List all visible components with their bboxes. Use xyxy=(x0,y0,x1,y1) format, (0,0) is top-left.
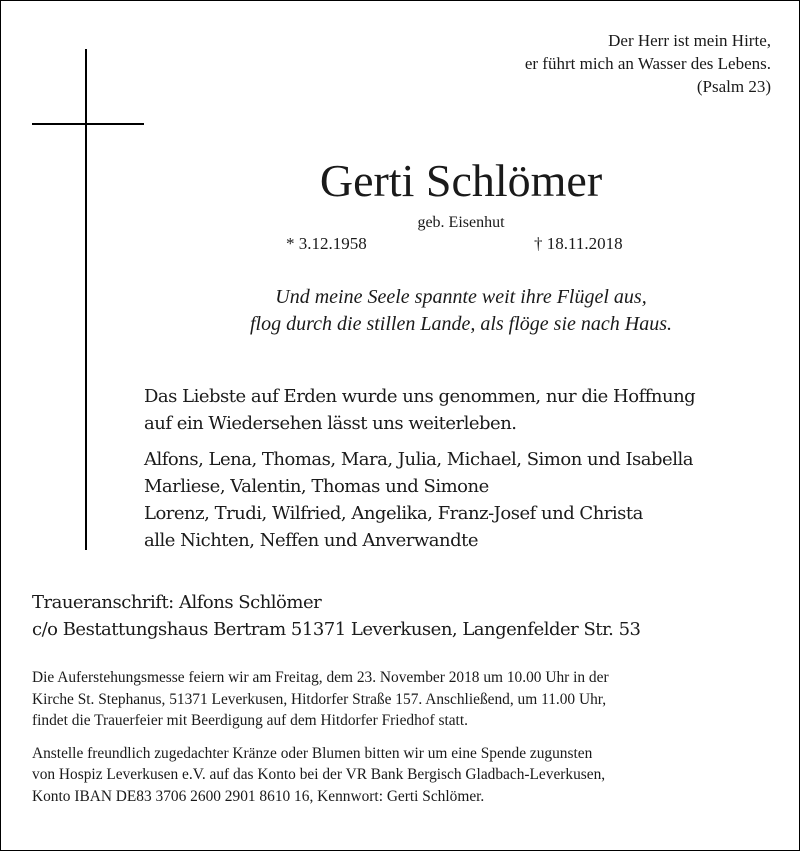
message-line: auf ein Wiedersehen lässt uns weiterleben. xyxy=(144,413,517,434)
donation-line: von Hospiz Leverkusen e.V. auf das Konto bei der VR Bank Bergisch Gladbach-Leverkusen, xyxy=(32,766,606,783)
message-line: Das Liebste auf Erden wurde uns genommen, nur die Hoffnung xyxy=(144,386,696,407)
donation-line: Anstelle freundlich zugedachter Kränze oder Blumen bitten wir um eine Spende zugunsten xyxy=(32,744,593,762)
address-line: c/o Bestattungshaus Bertram 51371 Leverkusen, Langenfelder Str. 53 xyxy=(32,619,641,640)
mourner-line: Alfons, Lena, Thomas, Mara, Julia, Michael, Simon und Isabella xyxy=(144,449,693,470)
deceased-name: Gerti Schlömer xyxy=(319,155,603,206)
service-line: findet die Trauerfeier mit Beerdigung auf dem Hitdorfer Friedhof statt. xyxy=(32,712,468,729)
psalm-line: er führt mich an Wasser des Lebens. xyxy=(524,54,771,73)
psalm-quote xyxy=(525,29,771,98)
psalm-line: Der Herr ist mein Hirte, xyxy=(608,31,771,50)
service-line: Kirche St. Stephanus, 51371 Leverkusen, Hitdorfer Straße 157. Anschließend, um 11.00 Uhr, xyxy=(32,690,607,708)
birth-date: * 3.12.1958 xyxy=(286,234,367,253)
poem-line: flog durch die stillen Lande, als flöge sie nach Haus. xyxy=(249,313,672,335)
family-message xyxy=(144,383,695,554)
donation-paragraph xyxy=(32,743,609,808)
mourner-line: Lorenz, Trudi, Wilfried, Angelika, Franz-Josef und Christa xyxy=(144,503,643,524)
death-date: † 18.11.2018 xyxy=(534,234,623,253)
mourners-list xyxy=(144,446,695,554)
birth-name: geb. Eisenhut xyxy=(417,214,505,231)
mourning-address xyxy=(32,589,641,643)
cross-horizontal-bar xyxy=(32,123,144,125)
service-information xyxy=(32,667,609,807)
poem-line: Und meine Seele spannte weit ihre Flügel aus, xyxy=(275,286,647,308)
psalm-source: (Psalm 23) xyxy=(696,77,771,96)
address-line: Traueranschrift: Alfons Schlömer xyxy=(32,592,322,613)
donation-line: Konto IBAN DE83 3706 2600 2901 8610 16, Kennwort: Gerti Schlömer. xyxy=(32,787,485,805)
service-paragraph xyxy=(32,667,609,732)
service-line: Die Auferstehungsmesse feiern wir am Freitag, dem 23. November 2018 um 10.00 Uhr in der xyxy=(32,669,609,686)
mourner-line: Marliese, Valentin, Thomas und Simone xyxy=(144,476,489,497)
mourner-line: alle Nichten, Neffen und Anverwandte xyxy=(144,530,479,551)
poem xyxy=(161,284,761,338)
